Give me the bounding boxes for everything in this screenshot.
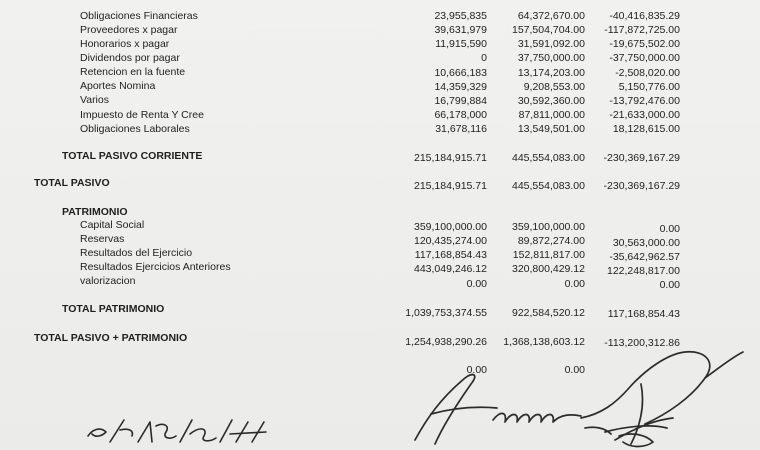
total-pasivo-corriente-label: TOTAL PASIVO CORRIENTE [62, 150, 203, 162]
check-col2: 0.00 [564, 364, 585, 376]
patrimonio-item-label: Resultados Ejercicios Anteriores [80, 261, 231, 273]
item-value-col2: 157,504,704.00 [512, 24, 585, 36]
item-value-col2: 30,592,360.00 [517, 95, 585, 107]
item-value-col1: 31,678,116 [435, 123, 487, 135]
item-value-col3: -37,750,000.00 [609, 52, 680, 64]
handwritten-initials [80, 412, 290, 450]
patrimonio-item-col2: 0.00 [564, 278, 585, 290]
item-value-col3: -19,675,502.00 [609, 38, 680, 50]
handwritten-signature [405, 348, 750, 450]
item-value-col1: 0 [481, 52, 487, 64]
patrimonio-item-label: Capital Social [80, 219, 145, 231]
item-value-col3: 5,150,776.00 [618, 81, 680, 93]
item-value-col3: -21,633,000.00 [609, 109, 680, 121]
item-label: Proveedores x pagar [80, 24, 178, 36]
total-pasivo-label: TOTAL PASIVO [34, 177, 110, 189]
total-pasivo-patrimonio-label: TOTAL PASIVO + PATRIMONIO [34, 332, 188, 344]
item-value-col3: 18,128,615.00 [612, 123, 680, 135]
total-pasivo-patrimonio-col3: -113,200,312.86 [604, 337, 680, 349]
total-pasivo-col2: 445,554,083.00 [512, 180, 585, 192]
item-value-col1: 66,178,000 [434, 109, 487, 121]
item-label: Obligaciones Laborales [80, 123, 190, 135]
patrimonio-item-col2: 320,800,429.12 [512, 263, 585, 275]
item-label: Dividendos por pagar [80, 52, 180, 64]
item-value-col2: 9,208,553.00 [523, 81, 585, 93]
patrimonio-item-label: valorizacion [80, 275, 136, 287]
patrimonio-item-col1: 359,100,000.00 [414, 221, 487, 233]
item-label: Retencion en la fuente [80, 66, 186, 78]
total-pasivo-col3: -230,369,167.29 [603, 180, 680, 192]
patrimonio-item-col3: 0.00 [659, 279, 680, 291]
item-value-col1: 11,915,590 [435, 38, 487, 50]
item-label: Obligaciones Financieras [80, 10, 198, 22]
item-value-col2: 13,174,203.00 [517, 67, 585, 79]
item-label: Varios [80, 94, 109, 106]
item-value-col3: -13,792,476.00 [609, 95, 680, 107]
item-label: Honorarios x pagar [80, 38, 170, 50]
item-value-col1: 10,666,183 [434, 67, 487, 79]
item-value-col2: 31,591,092.00 [517, 38, 585, 50]
item-value-col3: -40,416,835.29 [609, 10, 680, 22]
item-value-col3: -117,872,725.00 [604, 24, 680, 36]
patrimonio-item-col2: 152,811,817.00 [512, 249, 585, 261]
patrimonio-item-col3: 30,563,000.00 [612, 237, 680, 249]
total-pasivo-col1: 215,184,915.71 [414, 180, 487, 192]
patrimonio-item-col1: 0.00 [466, 278, 487, 290]
total-patrimonio-col3: 117,168,854.43 [607, 308, 680, 320]
item-value-col1: 23,955,835 [434, 10, 487, 22]
item-value-col2: 64,372,670.00 [517, 10, 585, 22]
total-pasivo-corriente-col1: 215,184,915.71 [414, 152, 487, 164]
item-value-col1: 16,799,884 [434, 95, 487, 107]
total-patrimonio-label: TOTAL PATRIMONIO [62, 303, 165, 315]
patrimonio-item-col3: -35,642,962.57 [609, 251, 680, 263]
item-label: Impuesto de Renta Y Cree [80, 109, 204, 121]
total-patrimonio-col1: 1,039,753,374.55 [405, 307, 487, 319]
total-pasivo-patrimonio-col1: 1,254,938,290.26 [405, 336, 487, 348]
patrimonio-item-col2: 89,872,274.00 [517, 235, 585, 247]
patrimonio-item-label: Resultados del Ejercicio [80, 247, 193, 259]
patrimonio-item-col1: 117,168,854.43 [414, 249, 487, 261]
patrimonio-item-col3: 122,248,817.00 [607, 265, 680, 277]
patrimonio-item-label: Reservas [80, 233, 125, 245]
item-value-col2: 37,750,000.00 [517, 52, 585, 64]
item-value-col1: 39,631,979 [434, 24, 487, 36]
total-pasivo-corriente-col3: -230,369,167.29 [603, 152, 680, 164]
item-value-col1: 14,359,329 [434, 81, 487, 93]
total-patrimonio-col2: 922,584,520.12 [512, 307, 585, 319]
item-value-col2: 13,549,501.00 [517, 123, 585, 135]
item-value-col3: -2,508,020.00 [615, 67, 680, 79]
patrimonio-item-col3: 0.00 [659, 223, 680, 235]
patrimonio-heading: PATRIMONIO [62, 206, 128, 218]
patrimonio-item-col2: 359,100,000.00 [512, 221, 585, 233]
patrimonio-item-col1: 120,435,274.00 [414, 235, 487, 247]
item-label: Aportes Nomina [80, 80, 156, 92]
check-col1: 0.00 [466, 364, 487, 376]
item-value-col2: 87,811,000.00 [518, 109, 585, 121]
total-pasivo-corriente-col2: 445,554,083.00 [512, 152, 585, 164]
patrimonio-item-col1: 443,049,246.12 [414, 263, 487, 275]
total-pasivo-patrimonio-col2: 1,368,138,603.12 [503, 336, 585, 348]
